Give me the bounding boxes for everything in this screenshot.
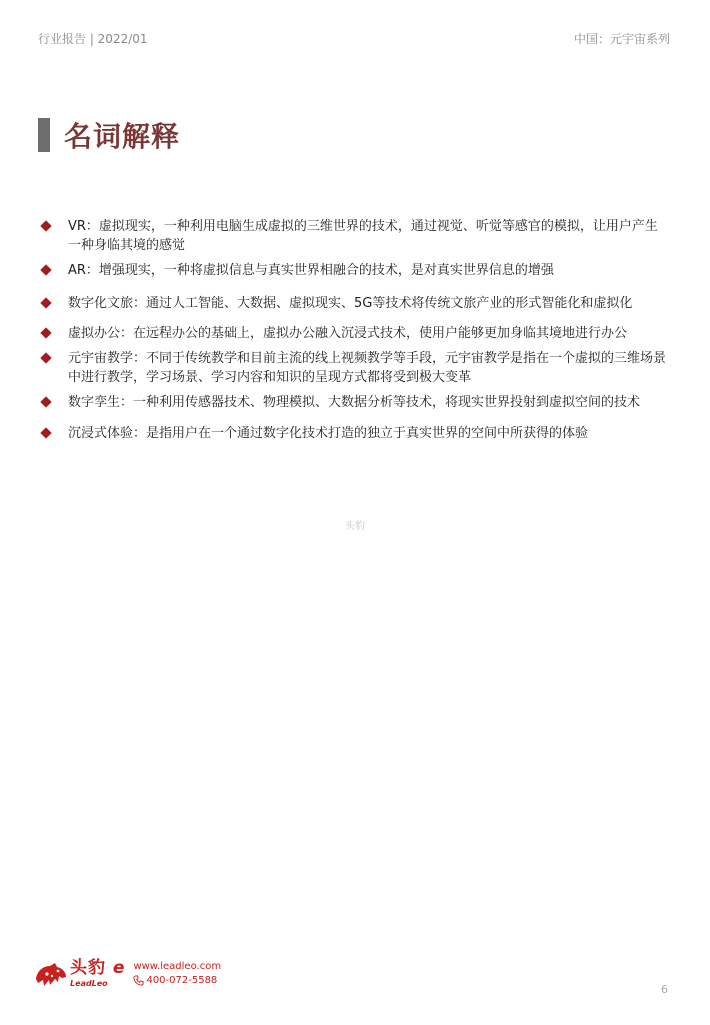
phone-icon [133,975,144,986]
page-number: 6 [661,983,668,996]
glossary-item-virtual-office [40,324,670,343]
title-accent-bar [38,118,50,152]
glossary-item-metaverse-teaching [40,349,670,387]
footer-brand [34,958,221,989]
glossary-item-text: 数字孪生：一种利用传感器技术、物理模拟、大数据分析等技术，将现实世界投射到虚拟空间的技术 [68,395,641,410]
glossary-item-vr [40,217,670,255]
diamond-bullet-icon [40,352,51,363]
glossary-item-immersive-experience [40,424,670,443]
brand-wordmark [70,958,125,989]
glossary-item-text: AR：增强现实，一种将虚拟信息与真实世界相融合的技术，是对真实世界信息的增强 [68,263,554,278]
header-series-title: 中国：元宇宙系列 [573,32,670,46]
contact-info [133,960,221,988]
diamond-bullet-icon [40,327,51,338]
glossary-item-text: 虚拟办公：在远程办公的基础上，虚拟办公融入沉浸式技术，使用户能够更加身临其境地进行办公 [68,326,628,341]
diamond-bullet-icon [40,396,51,407]
glossary-item-digital-tourism [40,294,670,313]
glossary-item-digital-twin [40,393,670,412]
diamond-bullet-icon [40,220,51,231]
brand-name-cn: 头豹 [70,958,106,978]
phone-number: 400-072-5588 [146,974,218,986]
brand-name-en: LeadLeo [70,979,108,988]
brand-mark: e [112,958,126,978]
glossary-item-text: 沉浸式体验：是指用户在一个通过数字化技术打造的独立于真实世界的空间中所获得的体验 [68,426,589,441]
diamond-bullet-icon [40,264,51,275]
diamond-bullet-icon [40,297,51,308]
glossary-item-text: 元宇宙教学：不同于传统教学和目前主流的线上视频教学等手段，元宇宙教学是指在一个虚拟的三维场景中进行教学，学习场景、学习内容和知识的呈现方式都将受到极大变革 [68,351,667,385]
header-report-info: 行业报告 | 2022/01 [38,32,148,46]
glossary-item-ar [40,261,670,280]
watermark: 头豹 [345,521,365,532]
glossary-item-text: VR：虚拟现实，一种利用电脑生成虚拟的三维世界的技术，通过视觉、听觉等感官的模拟，让用户产生一种身临其境的感觉 [68,219,658,253]
diamond-bullet-icon [40,427,51,438]
website-link[interactable]: www.leadleo.com [133,960,222,972]
section-title-block [38,118,180,152]
glossary-item-text: 数字化文旅：通过人工智能、大数据、虚拟现实、5G等技术将传统文旅产业的形式智能化和虚拟化 [68,296,633,311]
page-title: 名词解释 [64,120,181,153]
glossary-list [40,217,670,443]
leopard-logo-icon [34,959,68,989]
